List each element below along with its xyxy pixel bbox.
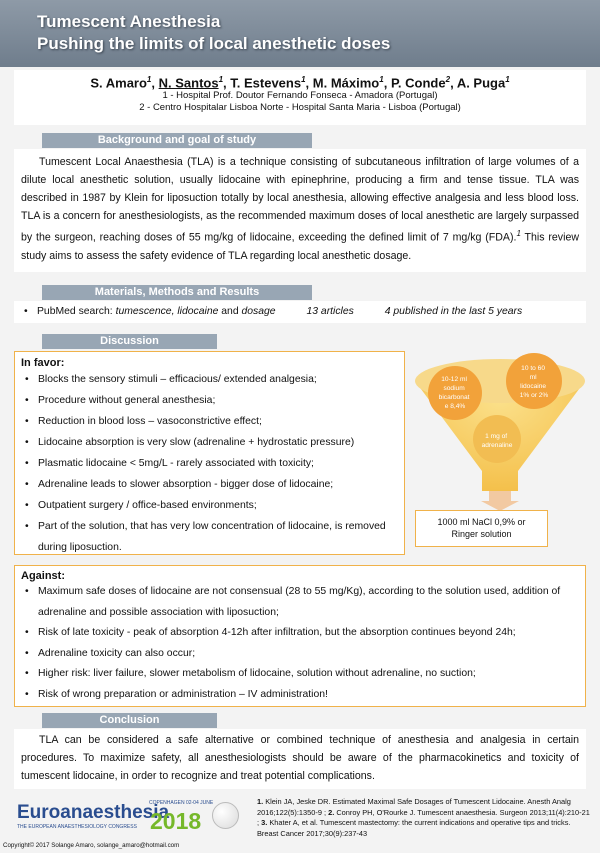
against-item: • Higher risk: liver failure, slower metabolism of lidocaine, solution without adrenaline, no suction; [21, 664, 579, 685]
reference-3: Khater A, et al. Tumescent mastectomy: the current indications and operative tips and tricks. Breast Cancer 2017;30(9):237-43 [257, 818, 571, 838]
in-favor-title: In favor: [21, 357, 65, 369]
reference-2: Conroy PH, O'Rourke J. Tumescent anaesthesia. Surgeon 2013;11(4):210-21 ; [257, 807, 590, 828]
against-item: • Risk of late toxicity - peak of absorption 4-12h after infiltration, but the absorption continues beyond 24h; [21, 623, 579, 644]
in-favor-box [14, 351, 405, 555]
favor-item: • Part of the solution, that has very low concentration of lidocaine, is removed during liposuction. [21, 516, 398, 558]
author-sup: 1 [505, 75, 510, 84]
methods-term3: dosage [241, 306, 276, 317]
author-sup: 1 [146, 75, 152, 84]
methods-articles: 13 articles [306, 306, 354, 317]
author-sup: 2 [445, 75, 451, 84]
against-item: • Adrenaline toxicity can also occur; [21, 644, 579, 665]
author: S. Amaro [90, 75, 147, 91]
congress-logo-name: Euroanaesthesia [17, 802, 170, 823]
poster-header [0, 0, 600, 67]
author: P. Conde [390, 75, 446, 91]
against-list [21, 582, 579, 705]
methods-published: 4 published in the last 5 years [384, 306, 523, 317]
favor-item: • Plasmatic lidocaine < 5mg/L - rarely associated with toxicity; [21, 453, 398, 474]
lidocaine-circle [506, 353, 562, 409]
favor-item: • Lidocaine absorption is very slow (adrenaline + hydrostatic pressure) [21, 432, 398, 453]
background-text-end: This review study aims to assess the safety evidence of TLA regarding local anesthetic dosage. [21, 231, 580, 262]
bicarbonate-line: bicarbonat [438, 394, 470, 401]
reference-number: 1. [257, 797, 264, 806]
author: A. Puga [456, 75, 506, 91]
conclusion-text: TLA can be considered a safe alternative or combined technique of anesthesia and analgesia in certain procedures. To maximize safety, all anesthesiologists should be aware of the pharmacokinetics and toxicity of tumescent lidocaine, in order to recognize and treat potential complications. [21, 734, 579, 782]
reference-number: 3. [261, 818, 268, 828]
against-title: Against: [21, 570, 65, 582]
methods-list [20, 304, 580, 320]
background-text-main: Tumescent Local Anaesthesia (TLA) is a technique consisting of subcutaneous infiltration of large volumes of a dilute local anesthetic solution, usually lidocaine with epinephrine, producing a firm and tense tissue. TLA was described in 1987 by Klein for liposuction totally by local anesthesia, allowing effective analgesia and less blood loss. TLA is a concern for anesthesiologists, as the recommended maximum doses of local anesthetic are largely surpassed by the surgeon, reaching doses of 55 mg/kg of lidocaine, exceeding the defined limit of 7 mg/kg (FDA). [21, 156, 579, 244]
methods-and: and [218, 306, 242, 317]
background-heading: Background and goal of study [42, 133, 312, 148]
adrenaline-line: 1 mg of [485, 433, 508, 440]
in-favor-list [21, 369, 398, 558]
background-box [14, 149, 586, 272]
bicarbonate-line: e 8,4% [444, 403, 466, 410]
authors-box [14, 70, 586, 125]
against-item: • Risk of wrong preparation or administration – IV administration! [21, 685, 579, 706]
poster-subtitle: Pushing the limits of local anesthetic doses [37, 34, 391, 53]
author-sup: 1 [379, 75, 384, 84]
lidocaine-line: ml [529, 374, 537, 381]
congress-logo-subtitle: THE EUROPEAN ANAESTHESIOLOGY CONGRESS [17, 824, 137, 830]
affiliation-1: 1 - Hospital Prof. Doutor Fernando Fonseca - Amadora (Portugal) [162, 90, 438, 102]
author: T. Estevens [230, 75, 302, 91]
lidocaine-line: 1% or 2% [519, 392, 549, 399]
congress-logo-city: COPENHAGEN 02-04 JUNE [149, 800, 214, 806]
favor-item: • Procedure without general anesthesia; [21, 390, 398, 411]
author-presenter: N. Santos [158, 75, 219, 91]
bicarbonate-line: sodium [443, 385, 465, 392]
methods-terms: tumescence, lidocaine [115, 306, 219, 317]
author-list: S. Amaro$^1$, N. Santos$^1$, T. Estevens$^1$, M. Máximo$^1$, P. Conde$^2$, A. Puga$^1$ [90, 75, 510, 91]
author-sup: 1 [301, 75, 306, 84]
against-box [14, 565, 586, 707]
favor-item: • Adrenaline leads to slower absorption - bigger dose of lidocaine; [21, 474, 398, 495]
author: M. Máximo [312, 75, 380, 91]
affiliation-2: 2 - Centro Hospitalar Lisboa Norte - Hospital Santa Maria - Lisboa (Portugal) [139, 102, 461, 114]
conclusion-box [14, 729, 586, 789]
discussion-heading: Discussion [42, 334, 217, 349]
solution-line-2: Ringer solution [451, 529, 512, 539]
bicarbonate-circle [428, 366, 482, 420]
solution-line-1: 1000 ml NaCl 0,9% or [437, 517, 526, 527]
lidocaine-line: 10 to 60 [521, 365, 545, 372]
conclusion-heading: Conclusion [42, 713, 217, 728]
methods-prefix: PubMed search: [37, 306, 116, 317]
adrenaline-line: adrenaline [481, 442, 513, 449]
congress-logo-year: 2018 [150, 808, 202, 834]
lidocaine-line: lidocaine [520, 383, 547, 390]
author-sup: 1 [218, 75, 224, 84]
poster-title: Tumescent Anesthesia [37, 12, 221, 31]
background-text [21, 153, 579, 265]
methods-box [14, 301, 586, 323]
references [257, 797, 590, 839]
favor-item: • Reduction in blood loss – vasoconstrictive effect; [21, 411, 398, 432]
background-ref: 1 [516, 229, 521, 238]
down-arrow-icon [481, 491, 519, 511]
reference-1: Klein JA, Jeske DR. Estimated Maximal Safe Dosages of Tumescent Lidocaine. Anesth Analg 2016;122(5):1350-9 ; [257, 797, 571, 817]
methods-heading: Materials, Methods and Results [42, 285, 312, 300]
copyright: Copyright© 2017 Solange Amaro, solange_amaro@hotmail.com [3, 842, 180, 849]
bicarbonate-line: 10-12 ml [441, 376, 467, 383]
solution-result-box [415, 510, 548, 547]
congress-logo-icon [212, 802, 239, 829]
reference-number: 2. [328, 807, 335, 817]
favor-item: • Outpatient surgery / office-based environments; [21, 495, 398, 516]
favor-item: • Blocks the sensory stimuli – efficacious/ extended analgesia; [21, 369, 398, 390]
methods-item [20, 304, 580, 320]
against-item: • Maximum safe doses of lidocaine are not consensual (28 to 55 mg/Kg), according to the solution used, addition of adrenaline and possible association with liposuction; [21, 582, 579, 623]
